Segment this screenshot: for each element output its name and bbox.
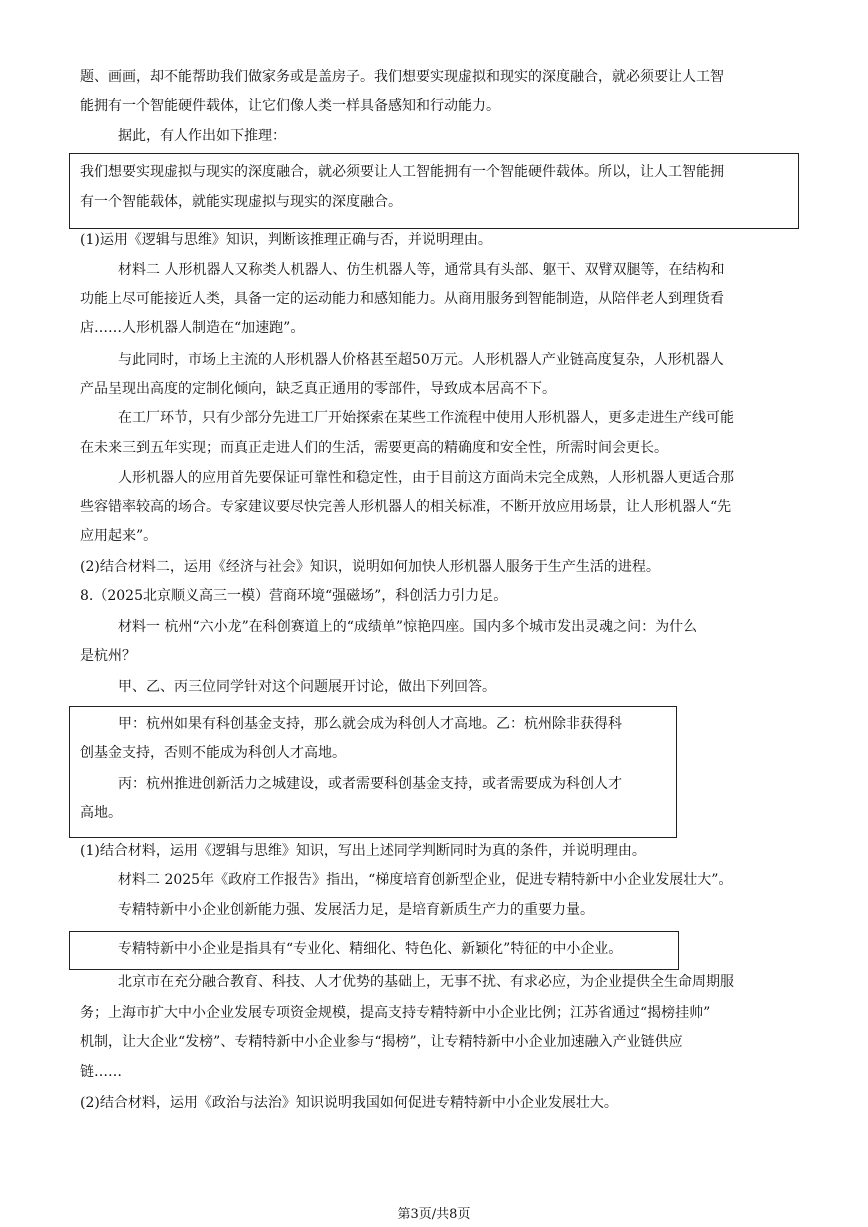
paragraph-line: 北京市在充分融合教育、科技、人才优势的基础上，无事不扰、有求必应，为企业提供全生命周期服 [118,974,734,990]
paragraph-line: 在未来三到五年实现；而真正走进人们的生活，需要更高的精确度和安全性，所需时间会更长。 [80,440,668,456]
paragraph-line: 甲、乙、丙三位同学针对这个问题展开讨论，做出下列回答。 [118,679,496,695]
paragraph-line: 题、画画，却不能帮助我们做家务或是盖房子。我们想要实现虚拟和现实的深度融合，就必须要让人工智 [80,69,724,85]
boxed-text-line: 创基金支持，否则不能成为科创人才高地。 [80,745,346,761]
paragraph-line: 功能上尽可能接近人类，具备一定的运动能力和感知能力。从商用服务到智能制造，从陪伴老人到理货看 [80,291,724,307]
boxed-text-line: 专精特新中小企业是指具有“专业化、精细化、特色化、新颖化”特征的中小企业。 [118,941,623,957]
boxed-text-line: 丙：杭州推进创新活力之城建设，或者需要科创基金支持，或者需要成为科创人才 [118,776,622,792]
paragraph-line: 店……人形机器人制造在“加速跑”。 [80,320,305,336]
page-number: 第3页/共8页 [397,1207,471,1222]
question-heading: 8.（2025北京顺义高三一模）营商环境“强磁场”，科创活力引力足。 [80,588,508,604]
question-line: (1)运用《逻辑与思维》知识，判断该推理正确与否，并说明理由。 [80,232,492,248]
paragraph-line: 专精特新中小企业创新能力强、发展活力足，是培育新质生产力的重要力量。 [118,902,594,918]
paragraph-line: 些容错率较高的场合。专家建议要尽快完善人形机器人的相关标准，不断开放应用场景，让人形机器人“先 [80,499,732,515]
paragraph-line: 链…… [80,1064,122,1080]
paragraph-line: 材料一 杭州“六小龙”在科创赛道上的“成绩单”惊艳四座。国内多个城市发出灵魂之问：为什么 [118,619,698,635]
boxed-text-line: 有一个智能载体，就能实现虚拟与现实的深度融合。 [80,194,402,210]
paragraph-line: 材料二 2025年《政府工作报告》指出，“梯度培育创新型企业，促进专精特新中小企业发展壮大”。 [118,872,733,888]
question-line: (2)结合材料二，运用《经济与社会》知识，说明如何加快人形机器人服务于生产生活的进程。 [80,559,660,575]
paragraph-line: 务；上海市扩大中小企业发展专项资金规模，提高支持专精特新中小企业比例；江苏省通过“揭榜挂帅” [80,1005,711,1021]
paragraph-line: 材料二 人形机器人又称类人机器人、仿生机器人等，通常具有头部、躯干、双臂双腿等，在结构和 [118,262,725,278]
paragraph-line: 产品呈现出高度的定制化倾向，缺乏真正通用的零部件，导致成本居高不下。 [80,381,556,397]
paragraph-line: 在工厂环节，只有少部分先进工厂开始探索在某些工作流程中使用人形机器人，更多走进生产线可能 [118,410,734,426]
boxed-text-line: 甲：杭州如果有科创基金支持，那么就会成为科创人才高地。乙：杭州除非获得科 [118,716,622,732]
question-line: (2)结合材料，运用《政治与法治》知识说明我国如何促进专精特新中小企业发展壮大。 [80,1095,618,1111]
paragraph-line: 据此，有人作出如下推理： [118,128,286,144]
paragraph-line: 机制，让大企业“发榜”、专精特新中小企业参与“揭榜”，让专精特新中小企业加速融入产业链供应 [80,1034,683,1050]
question-line: (1)结合材料，运用《逻辑与思维》知识，写出上述同学判断同时为真的条件，并说明理由。 [80,843,646,859]
boxed-text-line: 高地。 [80,805,122,821]
paragraph-line: 人形机器人的应用首先要保证可靠性和稳定性，由于目前这方面尚未完全成熟，人形机器人更适合那 [118,470,734,486]
paragraph-line: 与此同时，市场上主流的人形机器人价格甚至超50万元。人形机器人产业链高度复杂，人形机器人 [118,352,724,368]
paragraph-line: 能拥有一个智能硬件载体，让它们像人类一样具备感知和行动能力。 [80,98,500,114]
boxed-text-line: 我们想要实现虚拟与现实的深度融合，就必须要让人工智能拥有一个智能硬件载体。所以，让人工智能拥 [80,164,724,180]
paragraph-line: 是杭州？ [80,648,136,664]
paragraph-line: 应用起来”。 [80,528,158,544]
